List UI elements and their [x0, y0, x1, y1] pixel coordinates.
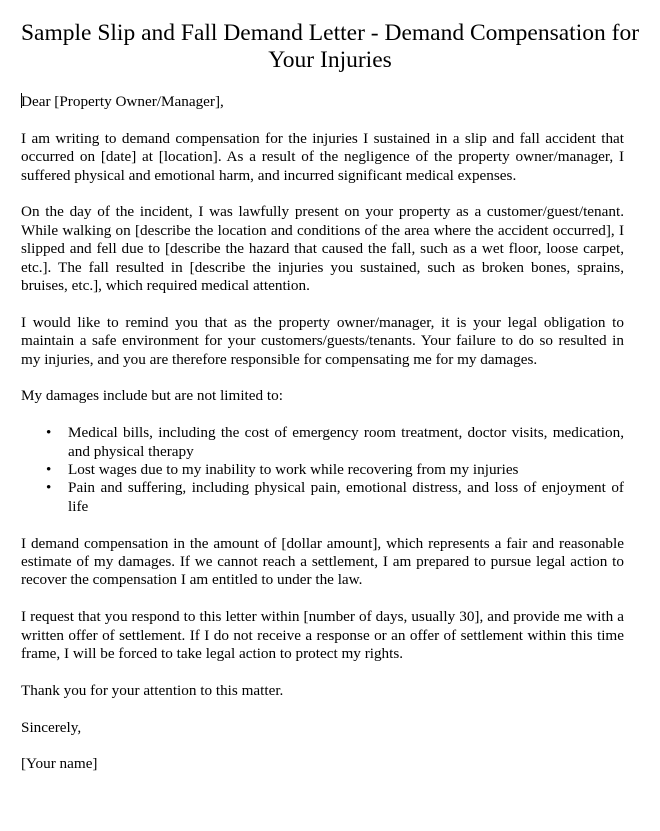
- paragraph-demand: I demand compensation in the amount of [dollar amount], which represents a fair and reasonable estimate of my damages. If we cannot reach a settlement, I am prepared to pursue legal action to recover the compensation I am entitled to under the law.: [21, 534, 624, 589]
- greeting-line: [21, 93, 624, 111]
- damage-text: Pain and suffering, including physical pain, emotional distress, and loss of enjoyment of life: [68, 479, 624, 515]
- letter-body: [21, 93, 624, 792]
- greeting-text: Dear [Property Owner/Manager],: [21, 93, 224, 110]
- damage-text: Medical bills, including the cost of emergency room treatment, doctor visits, medication, and physical therapy: [68, 424, 624, 460]
- list-item: [21, 479, 624, 516]
- bullet-icon: •: [46, 424, 52, 442]
- closing-line: Sincerely,: [21, 718, 82, 736]
- paragraph-response: I request that you respond to this letter within [number of days, usually 30], and provide me with a written offer of settlement. If I do not receive a response or an offer of settlement within this time frame, I will be forced to take legal action to protect my rights.: [21, 608, 624, 663]
- paragraph-incident: On the day of the incident, I was lawfully present on your property as a customer/guest/tenant. While walking on [describe the location and conditions of the area where the accident occurred], I slipped and fell due to [describe the hazard that caused the fall, such as a wet floor, loose carpet, etc.]. The fall resulted in [describe the injuries you sustained, such as broken bones, sprains, bruises, etc.], which required medical attention.: [21, 203, 624, 295]
- damage-text: Lost wages due to my inability to work while recovering from my injuries: [68, 461, 519, 479]
- bullet-icon: •: [46, 479, 52, 497]
- damages-list: [21, 424, 624, 516]
- list-item: [21, 424, 624, 461]
- thanks-line: Thank you for your attention to this matter.: [21, 681, 284, 699]
- paragraph-obligation: I would like to remind you that as the property owner/manager, it is your legal obligation to maintain a safe environment for your customers/guests/tenants. Your failure to do so resulted in my injuries, and you are therefore responsible for compensating me for my damages.: [21, 313, 624, 368]
- damages-intro: My damages include but are not limited to:: [21, 387, 283, 405]
- bullet-icon: •: [46, 461, 52, 479]
- paragraph-intro: I am writing to demand compensation for the injuries I sustained in a slip and fall accident that occurred on [date] at [location]. As a result of the negligence of the property owner/manager, I suffered physical and emotional harm, and incurred significant medical expenses.: [21, 129, 624, 184]
- signature-line: [Your name]: [21, 755, 98, 773]
- document-title: Sample Slip and Fall Demand Letter - Demand Compensation for Your Injuries: [20, 20, 640, 73]
- list-item: [21, 461, 624, 479]
